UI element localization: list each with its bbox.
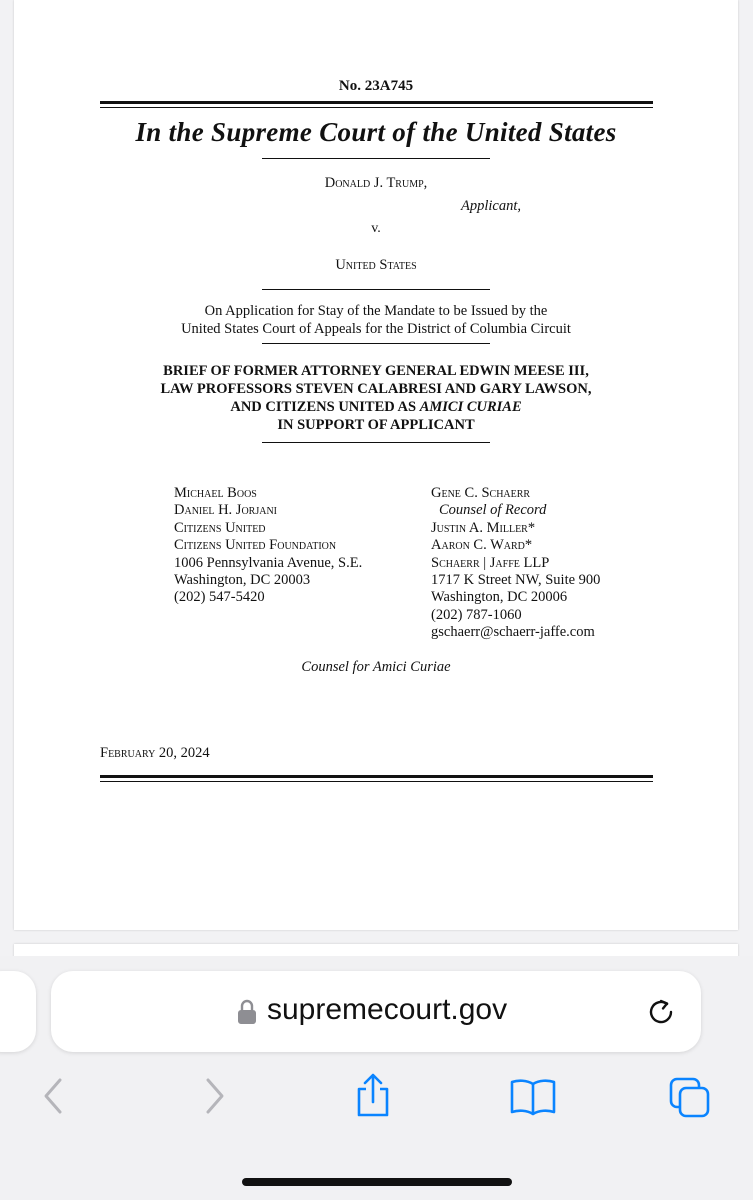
counsel-line: Washington, DC 20003 (174, 572, 311, 589)
divider (262, 442, 490, 443)
counsel-line: Schaerr | Jaffe LLP (431, 554, 550, 571)
previous-tab-card[interactable] (0, 971, 36, 1052)
top-double-rule-thin (100, 107, 653, 108)
counsel-line: 1717 K Street NW, Suite 900 (431, 572, 601, 589)
court-title: In the Supreme Court of the United States (135, 117, 617, 147)
share-icon[interactable] (355, 1072, 391, 1118)
home-indicator[interactable] (242, 1178, 512, 1186)
forward-chevron-icon[interactable] (202, 1076, 228, 1116)
counsel-line: (202) 547-5420 (174, 589, 265, 606)
docket-number: No. 23A745 (338, 78, 414, 94)
divider (262, 289, 490, 290)
counsel-line: Daniel H. Jorjani (174, 502, 278, 519)
respondent-name: United States (335, 257, 417, 273)
counsel-line: Michael Boos (174, 485, 257, 501)
counsel-of-record-name: Gene C. Schaerr (431, 485, 531, 501)
brief-amici-italic: AMICI CURIAE (419, 399, 522, 415)
counsel-of-record-label: Counsel of Record (439, 502, 547, 519)
bookmarks-book-icon[interactable] (509, 1078, 557, 1116)
on-application-line: United States Court of Appeals for the District of Columbia Circuit (181, 321, 571, 337)
lock-icon (237, 999, 257, 1025)
counsel-email: gschaerr@schaerr-jaffe.com (431, 624, 595, 641)
document-page (14, 0, 738, 930)
url-text[interactable]: supremecourt.gov (267, 993, 508, 1026)
applicant-role: Applicant, (461, 198, 522, 214)
right-counsel-block (431, 485, 600, 642)
brief-line: LAW PROFESSORS STEVEN CALABRESI AND GARY LAWSON, (160, 381, 592, 397)
browser-chrome (0, 956, 753, 1200)
on-application-text (14, 302, 738, 338)
top-double-rule-thick (100, 101, 653, 104)
counsel-line: 1006 Pennsylvania Avenue, S.E. (174, 554, 363, 571)
counsel-line: Citizens United (174, 519, 266, 536)
left-counsel-block (174, 485, 362, 607)
applicant-name: Donald J. Trump, (324, 175, 428, 191)
brief-title (14, 362, 738, 434)
reload-icon[interactable] (645, 995, 679, 1029)
counsel-for-amici: Counsel for Amici Curiae (301, 659, 451, 675)
brief-line: BRIEF OF FORMER ATTORNEY GENERAL EDWIN MEESE III, (163, 363, 589, 379)
bottom-double-rule-thick (100, 775, 653, 778)
counsel-line: Citizens United Foundation (174, 537, 337, 554)
on-application-line: On Application for Stay of the Mandate to be Issued by the (204, 303, 548, 319)
bottom-double-rule-thin (100, 781, 653, 782)
brief-line-prefix: AND CITIZENS UNITED AS (230, 399, 420, 415)
tabs-icon[interactable] (668, 1076, 712, 1120)
back-chevron-icon[interactable] (40, 1076, 66, 1116)
versus: v. (371, 221, 381, 236)
counsel-line: Aaron C. Ward* (431, 537, 533, 554)
brief-line: IN SUPPORT OF APPLICANT (277, 417, 475, 433)
counsel-line: Justin A. Miller* (431, 519, 536, 536)
brief-line (14, 398, 738, 416)
filing-date: February 20, 2024 (100, 745, 210, 761)
divider (262, 158, 490, 159)
counsel-line: Washington, DC 20006 (431, 589, 568, 606)
divider (262, 343, 490, 344)
address-bar[interactable] (51, 971, 701, 1052)
counsel-line: (202) 787-1060 (431, 606, 522, 623)
